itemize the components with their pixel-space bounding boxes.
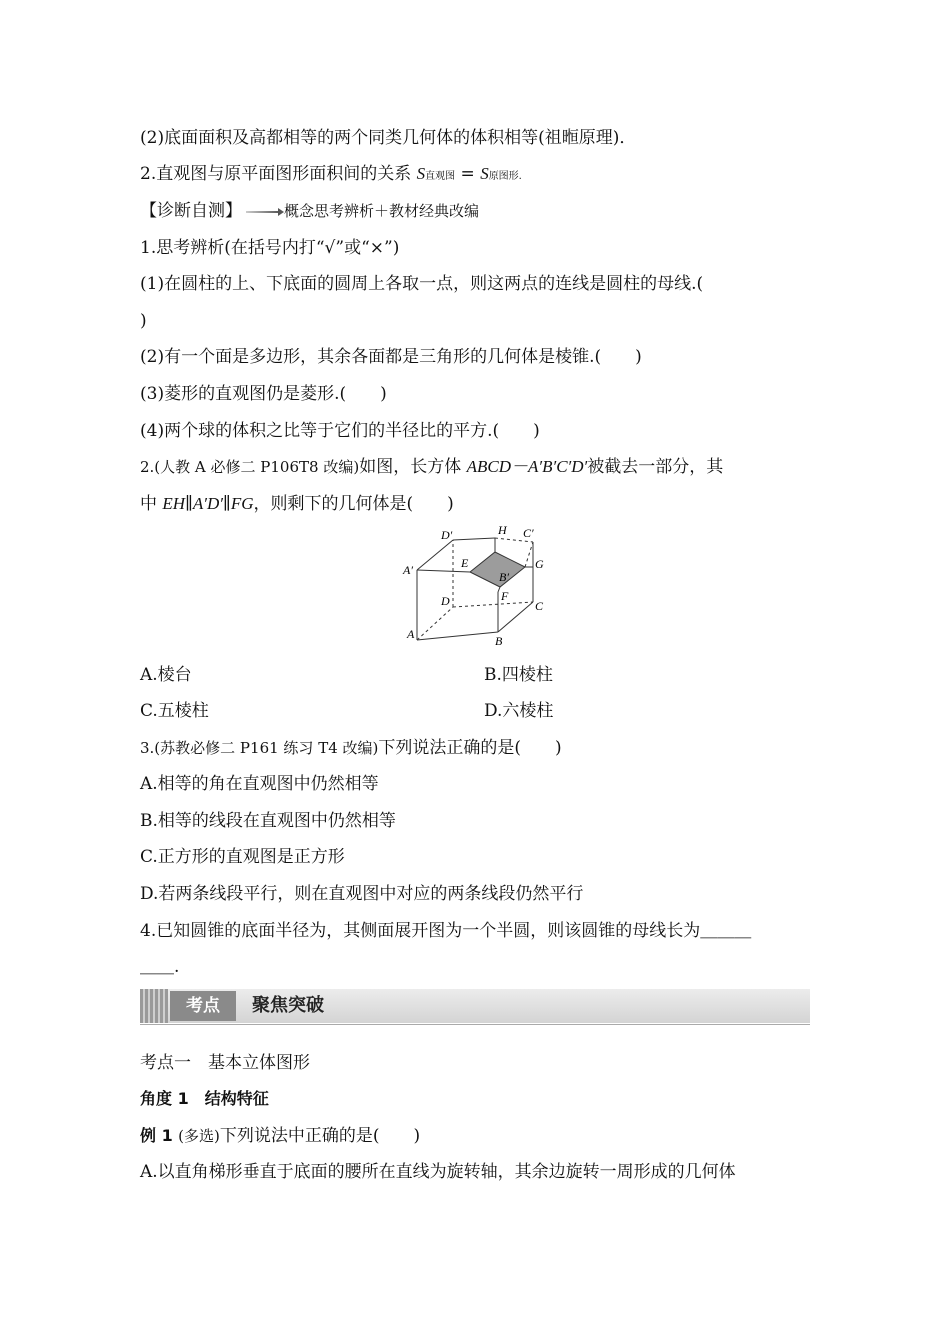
hidden-edge <box>453 602 533 607</box>
label-G: G <box>535 557 544 571</box>
question-1-1-bracket: ) <box>140 311 147 331</box>
question-4: 4.已知圆锥的底面半径为，其侧面展开图为一个半圆，则该圆锥的母线长为＿＿＿ <box>140 921 752 941</box>
question-1-4: (4)两个球的体积之比等于它们的半径比的平方.( ) <box>140 421 540 441</box>
question-1-2: (2)有一个面是多边形，其余各面都是三角形的几何体是棱锥.( ) <box>140 347 642 367</box>
example-1: 例 1 (多选)下列说法中正确的是( ) <box>140 1126 421 1146</box>
label-B: B <box>495 634 503 648</box>
q2-option-d: D.六棱柱 <box>484 701 554 721</box>
line-area-relation: 2.直观图与原平面图形面积间的关系 S直观图 = S原图形. <box>140 164 522 184</box>
section-banner <box>140 989 810 1023</box>
q3-option-d: D.若两条线段平行，则在直观图中对应的两条线段仍然平行 <box>140 884 584 904</box>
q2-option-a: A.棱台 <box>140 665 192 685</box>
example-1-option-a: A.以直角梯形垂直于底面的腰所在直线为旋转轴，其余边旋转一周形成的几何体 <box>140 1162 736 1182</box>
q3-option-a: A.相等的角在直观图中仍然相等 <box>140 774 379 794</box>
q3-option-c: C.正方形的直观图是正方形 <box>140 847 345 867</box>
cut-face <box>470 552 525 587</box>
arrow-icon <box>246 211 280 213</box>
question-2-cont: 中 EH∥A′D′∥FG，则剩下的几何体是( ) <box>140 494 454 514</box>
angle-1-heading: 角度 1 结构特征 <box>140 1089 269 1108</box>
key-point-1: 考点一 基本立体图形 <box>140 1053 310 1073</box>
diagnosis-heading: 【诊断自测】 概念思考辨析＋教材经典改编 <box>140 201 480 221</box>
banner-title: 聚焦突破 <box>252 995 324 1016</box>
banner-tag: 考点 <box>170 991 236 1021</box>
edge <box>417 540 453 570</box>
label-F: F <box>501 589 509 603</box>
question-3: 3.(苏教必修二 P161 练习 T4 改编)下列说法正确的是( ) <box>140 738 562 758</box>
line-principle: (2)底面面积及高都相等的两个同类几何体的体积相等(祖暅原理)． <box>140 128 637 148</box>
label-Cp: C′ <box>523 526 534 540</box>
label-Ap: A′ <box>403 563 413 577</box>
question-1: 1.思考辨析(在括号内打“√”或“×”) <box>140 238 400 258</box>
edge <box>417 632 498 640</box>
label-D: D <box>441 594 450 608</box>
cuboid-figure <box>395 522 565 652</box>
q2-option-c: C.五棱柱 <box>140 701 209 721</box>
label-Bp: B′ <box>499 570 509 584</box>
label-A: A <box>407 627 415 641</box>
label-C: C <box>535 599 544 613</box>
edge <box>498 602 533 632</box>
hidden-edge <box>525 542 533 567</box>
label-Dp: D′ <box>441 528 453 542</box>
banner-stripe <box>140 989 168 1023</box>
edge <box>498 587 500 592</box>
label-E: E <box>461 556 469 570</box>
hidden-edge <box>417 607 453 640</box>
question-1-1: (1)在圆柱的上、下底面的圆周上各取一点，则这两点的连线是圆柱的母线.( <box>140 274 704 294</box>
q2-option-b: B.四棱柱 <box>484 665 553 685</box>
question-2: 2.(人教 A 必修二 P106T8 改编)如图，长方体 ABCD－A′B′C′D′被截去一部分，其 <box>140 457 724 477</box>
edge <box>417 570 470 572</box>
edge <box>453 538 495 540</box>
question-1-3: (3)菱形的直观图仍是菱形.( ) <box>140 384 387 404</box>
label-H: H <box>498 523 507 537</box>
banner-underline <box>140 1024 810 1025</box>
q3-option-b: B.相等的线段在直观图中仍然相等 <box>140 811 396 831</box>
question-4-cont: ＿＿. <box>140 957 180 977</box>
